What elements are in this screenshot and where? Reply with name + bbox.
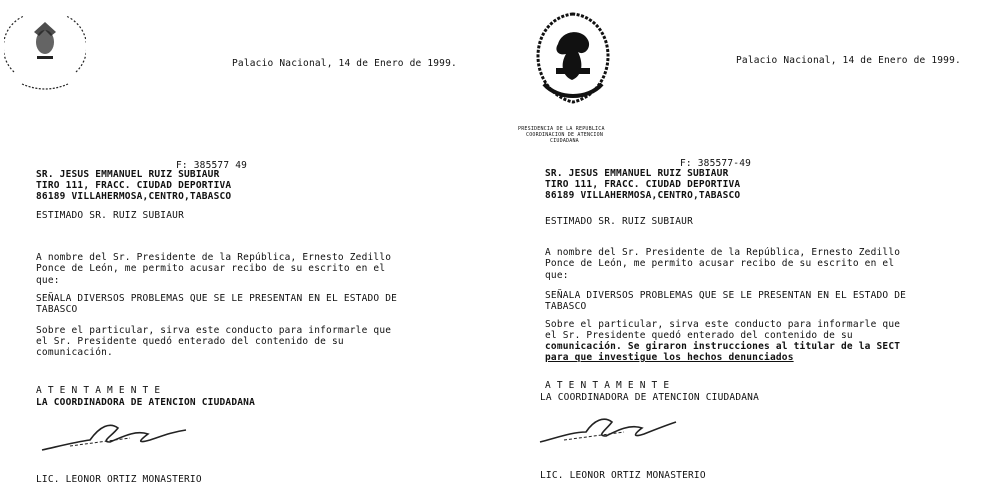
letter-right: [500, 0, 1000, 500]
paragraph-line: A nombre del Sr. Presidente de la República, Ernesto Zedillo: [36, 252, 392, 263]
recipient-line: SR. JESUS EMMANUEL RUIZ SUBIAUR: [545, 168, 729, 179]
letter-date: Palacio Nacional, 14 de Enero de 1999.: [736, 55, 961, 66]
paragraph-line: que:: [36, 275, 60, 286]
folio-number: F: 385577-49: [680, 158, 752, 169]
seal-caption: PRESIDENCIA DE LA REPUBLICA: [518, 126, 605, 132]
signer-name: LIC. LEONOR ORTIZ MONASTERIO: [540, 470, 706, 481]
paragraph-line: Sobre el particular, sirva este conducto para informarle que: [36, 325, 392, 336]
signature-icon: [538, 410, 678, 450]
paragraph-line: comunicación.: [36, 347, 113, 358]
paragraph-line: Ponce de León, me permito acusar recibo de su escrito en el: [36, 263, 386, 274]
seal-icon: [4, 2, 86, 94]
paragraph-line: Sobre el particular, sirva este conducto para informarle que: [545, 319, 901, 330]
seal-caption: COORDINACION DE ATENCION: [526, 132, 604, 138]
seal-icon: [522, 4, 624, 122]
paragraph-line: el Sr. Presidente quedó enterado del contenido de su: [545, 330, 853, 341]
salutation: ESTIMADO SR. RUIZ SUBIAUR: [36, 210, 184, 221]
recipient-line: TIRO 111, FRACC. CIUDAD DEPORTIVA: [36, 180, 232, 191]
recipient-line: TIRO 111, FRACC. CIUDAD DEPORTIVA: [545, 179, 741, 190]
letter-date: Palacio Nacional, 14 de Enero de 1999.: [232, 58, 457, 69]
subject-line: SEÑALA DIVERSOS PROBLEMAS QUE SE LE PRESENTAN EN EL ESTADO DE: [36, 293, 398, 304]
subject-line: TABASCO: [545, 301, 587, 312]
closing: A T E N T A M E N T E: [36, 385, 161, 396]
signature-icon: [40, 416, 190, 456]
paragraph-line: Ponce de León, me permito acusar recibo de su escrito en el: [545, 258, 895, 269]
closing: A T E N T A M E N T E: [545, 380, 670, 391]
subject-line: SEÑALA DIVERSOS PROBLEMAS QUE SE LE PRESENTAN EN EL ESTADO DE: [545, 290, 907, 301]
salutation: ESTIMADO SR. RUIZ SUBIAUR: [545, 216, 693, 227]
office-title: LA COORDINADORA DE ATENCION CIUDADANA: [540, 392, 760, 403]
recipient-line: 86189 VILLAHERMOSA,CENTRO,TABASCO: [36, 191, 232, 202]
office-title: LA COORDINADORA DE ATENCION CIUDADANA: [36, 397, 256, 408]
paragraph-line: el Sr. Presidente quedó enterado del contenido de su: [36, 336, 344, 347]
signer-name: LIC. LEONOR ORTIZ MONASTERIO: [36, 474, 202, 485]
paragraph-line: para que investigue los hechos denunciados: [545, 352, 794, 363]
paragraph-line: A nombre del Sr. Presidente de la República, Ernesto Zedillo: [545, 247, 901, 258]
seal-caption: CIUDADANA: [550, 138, 579, 144]
recipient-line: SR. JESUS EMMANUEL RUIZ SUBIAUR: [36, 169, 220, 180]
paragraph-line: que:: [545, 270, 569, 281]
recipient-line: 86189 VILLAHERMOSA,CENTRO,TABASCO: [545, 190, 741, 201]
subject-line: TABASCO: [36, 304, 78, 315]
paragraph-line: comunicación. Se giraron instrucciones al titular de la SECT: [545, 341, 901, 352]
folio-number: F: 385577 49: [176, 160, 248, 171]
